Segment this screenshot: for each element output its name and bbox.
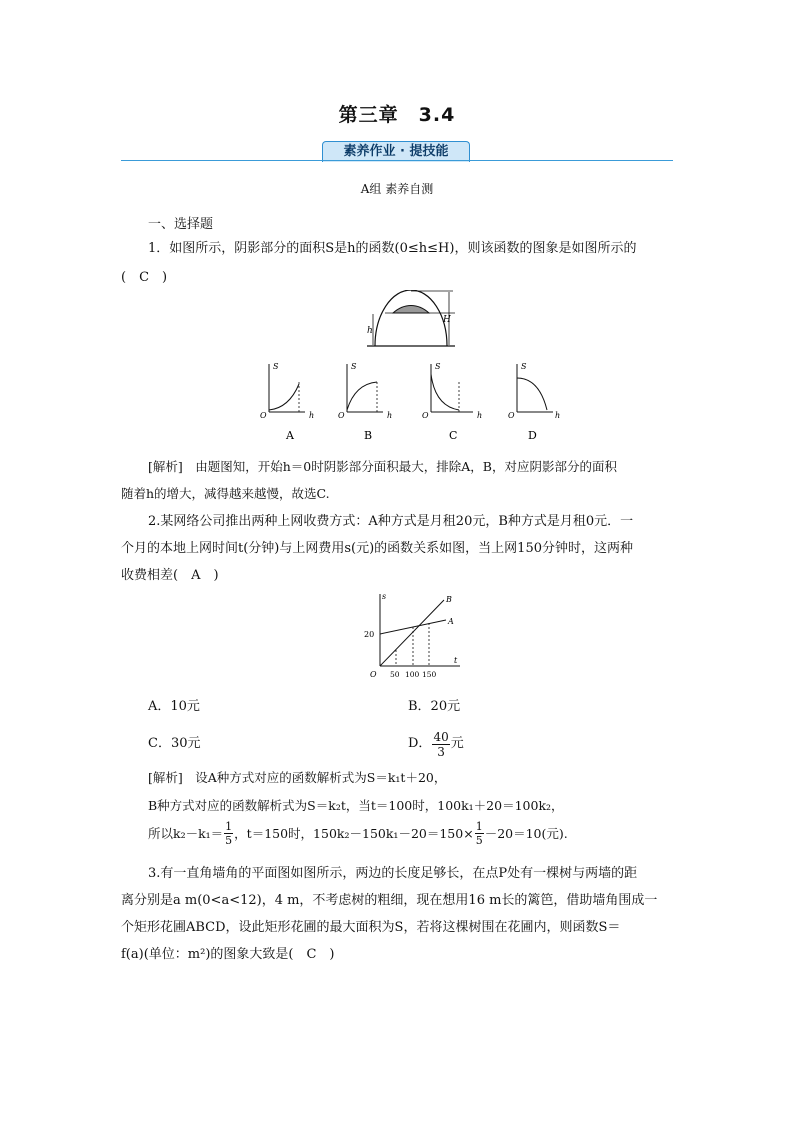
graph-A — [260, 362, 314, 442]
option-B-label: B — [364, 429, 373, 442]
label-H: H — [443, 315, 451, 325]
header-rule — [121, 160, 673, 161]
q2-jiexi-line1: [解析] 设A种方式对应的函数解析式为S＝k₁t＋20， — [148, 770, 447, 785]
q2-option-A: A．10元 — [148, 699, 200, 714]
svg-text:100: 100 — [405, 670, 420, 679]
section-banner: 素养作业 · 提技能 — [322, 141, 470, 162]
shaded-region — [393, 305, 429, 313]
svg-text:B: B — [446, 595, 452, 604]
page-title: 第三章 3.4 — [338, 104, 456, 126]
q1-semicircle-figure — [365, 290, 457, 352]
group-label: A组 素养自测 — [360, 182, 434, 196]
q1-jiexi-line2: 随着h的增大，减得越来越慢，故选C. — [121, 486, 330, 501]
svg-text:O: O — [260, 411, 267, 420]
svg-text:h: h — [387, 411, 393, 420]
svg-text:S: S — [351, 362, 357, 371]
q1-jiexi-line1: [解析] 由题图知，开始h＝0时阴影部分面积最大，排除A，B，对应阴影部分的面积 — [148, 459, 617, 474]
svg-text:t: t — [454, 656, 458, 665]
q3-line2: 离分别是a m(0<a<12)，4 m，不考虑树的粗细，现在想用16 m长的篱笆，借助墙角围成一 — [121, 893, 658, 908]
q3-line1: 3.有一直角墙角的平面图如图所示，两边的长度足够长，在点P处有一棵树与两墙的距 — [148, 866, 638, 881]
q2-option-B: B．20元 — [408, 699, 461, 714]
q1-line1: 1．如图所示，阴影部分的面积S是h的函数(0≤h≤H)，则该函数的图象是如图所示的 — [148, 241, 637, 256]
arc — [375, 290, 447, 346]
q2-line3: 收费相差( A ) — [121, 568, 219, 583]
svg-text:s: s — [382, 592, 387, 601]
svg-text:h: h — [555, 411, 561, 420]
q3-line4: f(a)(单位：m²)的图象大致是( C ) — [121, 947, 335, 962]
option-D-label: D — [528, 429, 537, 442]
svg-text:S: S — [435, 362, 441, 371]
line-B — [380, 600, 444, 666]
graph-B — [338, 362, 392, 442]
q2-jiexi-line2: B种方式对应的函数解析式为S＝k₂t，当t＝100时，100k₁＋20＝100k₂， — [148, 798, 564, 813]
svg-text:h: h — [477, 411, 483, 420]
q2-option-C: C．30元 — [148, 736, 201, 751]
q2-line1: 2.某网络公司推出两种上网收费方式：A种方式是月租20元，B种方式是月租0元．一 — [148, 514, 634, 529]
q1-answer: ( C ) — [121, 270, 168, 285]
option-C-label: C — [449, 429, 458, 442]
svg-text:A: A — [448, 617, 454, 626]
graph-C — [422, 362, 482, 442]
svg-text:50: 50 — [390, 670, 400, 679]
svg-text:20: 20 — [364, 630, 375, 639]
svg-text:O: O — [508, 411, 515, 420]
q2-jiexi-line3: 所以k₂－k₁＝ 1 5 ，t＝150时，150k₂－150k₁－20＝150× $\frac{1}{5}$ －20＝10(元). — [148, 820, 568, 847]
svg-text:S: S — [521, 362, 527, 371]
section-heading: 一、选择题 — [148, 217, 214, 232]
q2-line2: 个月的本地上网时间t(分钟)与上网费用s(元)的函数关系如图，当上网150分钟时，这两种 — [121, 541, 633, 556]
svg-text:O: O — [422, 411, 429, 420]
q3-line3: 个矩形花圃ABCD，设此矩形花圃的最大面积为S，若将这棵树围在花圃内，则函数S＝ — [121, 920, 621, 935]
svg-text:h: h — [309, 411, 315, 420]
svg-text:O: O — [338, 411, 345, 420]
q2-graph — [358, 590, 464, 682]
option-A-label: A — [286, 429, 294, 442]
graph-D — [508, 362, 560, 442]
label-h: h — [367, 326, 373, 336]
svg-text:O: O — [370, 670, 377, 679]
svg-text:S: S — [273, 362, 279, 371]
q2-option-D: D． 40 3 元 — [408, 729, 464, 759]
q1-option-graphs — [255, 360, 565, 442]
svg-text:150: 150 — [422, 670, 437, 679]
